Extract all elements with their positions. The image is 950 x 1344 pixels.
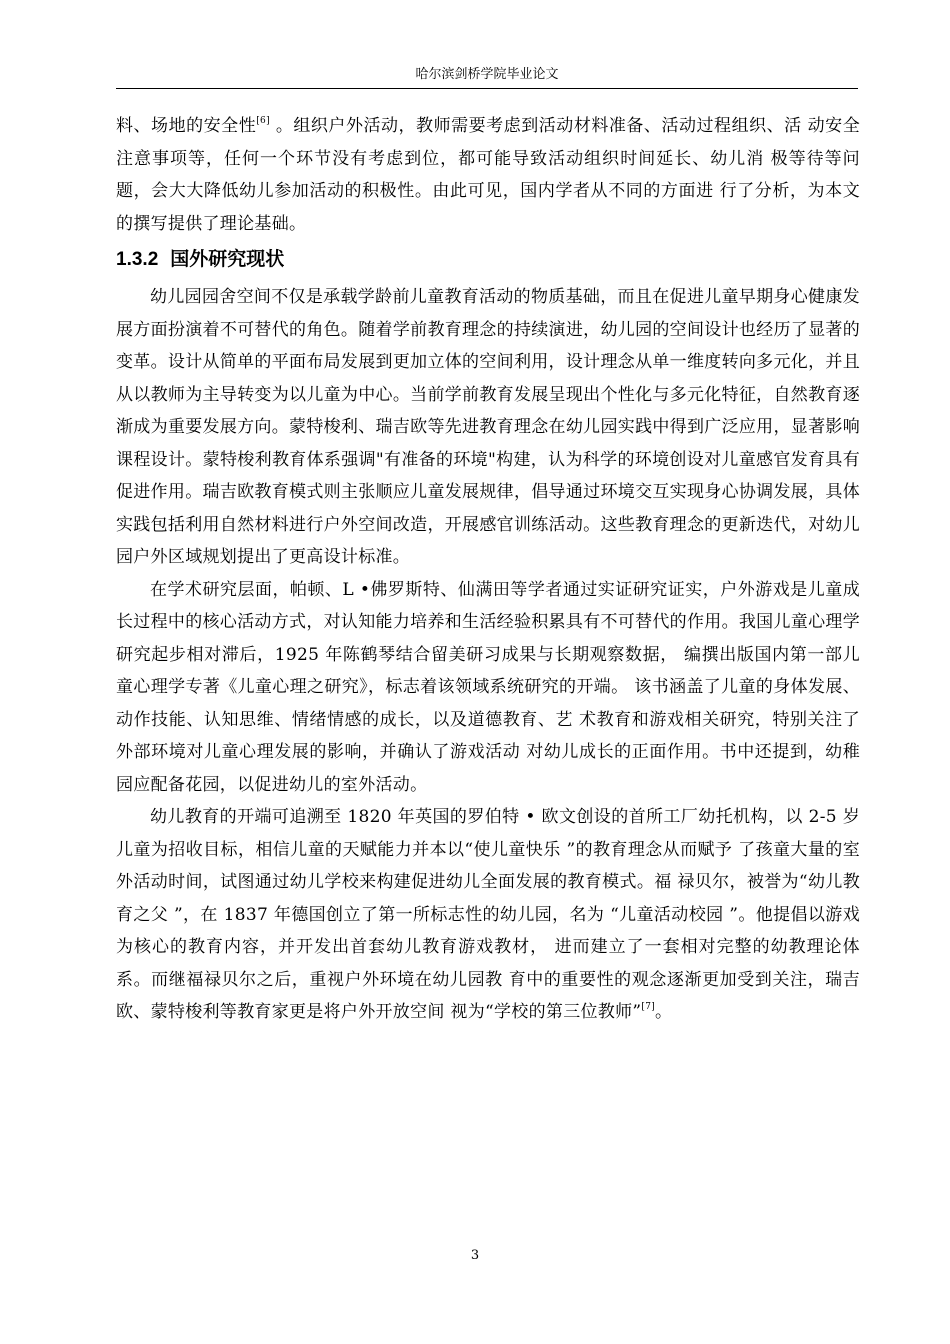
continuation-text-end: 。组织户外活动，教师需要考虑到活动材料准备、活动过程组织、活 动安全注意事项等，任何一个环节没有考虑到位，都可能导致活动组织时间延长、幼儿消 极等待等问题，会大大降低幼儿参加活动的积极性。由此可见，国内学者从不同的方面进 行了分析，为本文的撰写提供了理论基础。	[116, 116, 860, 234]
page-header-title: 哈尔滨剑桥学院毕业论文	[415, 67, 559, 82]
section-number: 1.3.2	[116, 249, 159, 270]
paragraph-1: 幼儿园园舍空间不仅是承载学龄前儿童教育活动的物质基础，而且在促进儿童早期身心健康发展方面扮演着不可替代的角色。随着学前教育理念的持续演进，幼儿园的空间设计也经历了显著的变革。设计从简单的平面布局发展到更加立体的空间利用，设计理念从单一维度转向多元化，并且从以教师为主导转变为以儿童为中心。当前学前教育发展呈现出个性化与多元化特征，自然教育逐渐成为重要发展方向。蒙特梭利、瑞吉欧等先进教育理念在幼儿园实践中得到广泛应用，显著影响课程设计。蒙特梭利教育体系强调"有准备的环境"构建，认为科学的环境创设对儿童感官发育具有促进作用。瑞吉欧教育模式则主张顺应儿童发展规律，倡导通过环境交互实现身心协调发展，具体实践包括利用自然材料进行户外空间改造，开展感官训练活动。这些教育理念的更新迭代，对幼儿园户外区域规划提出了更高设计标准。	[116, 287, 860, 567]
body-text	[116, 110, 860, 1029]
paragraph-2: 在学术研究层面，帕顿、L •佛罗斯特、仙满田等学者通过实证研究证实，户外游戏是儿童成长过程中的核心活动方式，对认知能力培养和生活经验积累具有不可替代的作用。我国儿童心理学研究起步相对滞后，1925 年陈鹤琴结合留美研习成果与长期观察数据， 编撰出版国内第一部儿童心理学专著《儿童心理之研究》，标志着该领域系统研究的开端。 该书涵盖了儿童的身体发展、动作技能、认知思维、情绪情感的成长，以及道德教育、艺 术教育和游戏相关研究，特别关注了外部环境对儿童心理发展的影响，并确认了游戏活动 对幼儿成长的正面作用。书中还提到，幼稚园应配备花园，以促进幼儿的室外活动。	[116, 579, 860, 795]
continuation-paragraph	[116, 110, 860, 240]
section-heading	[116, 244, 860, 275]
citation-7: [7]	[641, 1002, 656, 1012]
page-number: 3	[470, 1248, 480, 1263]
paragraph-3-end: 。	[655, 1002, 673, 1022]
continuation-text-start: 料、场地的安全性	[116, 116, 257, 136]
paragraph-3-text: 幼儿教育的开端可追溯至 1820 年英国的罗伯特 • 欧文创设的首所工厂幼托机构，以 2-5 岁儿童为招收目标，相信儿童的天赋能力并本以“使儿童快乐 ”的教育理念从而赋予 了孩童大量的室外活动时间，试图通过幼儿学校来构建促进幼儿全面发展的教育模式。福 禄贝尔，被誉为“幼儿教育之父 ”，在 1837 年德国创立了第一所标志性的幼儿园，名为 “儿童活动校园 ”。他提倡以游戏为核心的教育内容，并开发出首套幼儿教育游戏教材， 进而建立了一套相对完整的幼教理论体系。而继福禄贝尔之后，重视户外环境在幼儿园教 育中的重要性的观念逐渐更加受到关注，瑞吉欧、蒙特梭利等教育家更是将户外开放空间 视为“学校的第三位教师”	[116, 807, 860, 1022]
section-title: 国外研究现状	[170, 248, 285, 270]
citation-6: [6]	[256, 116, 270, 126]
header-divider	[116, 88, 858, 89]
paragraph-3	[116, 801, 860, 1029]
